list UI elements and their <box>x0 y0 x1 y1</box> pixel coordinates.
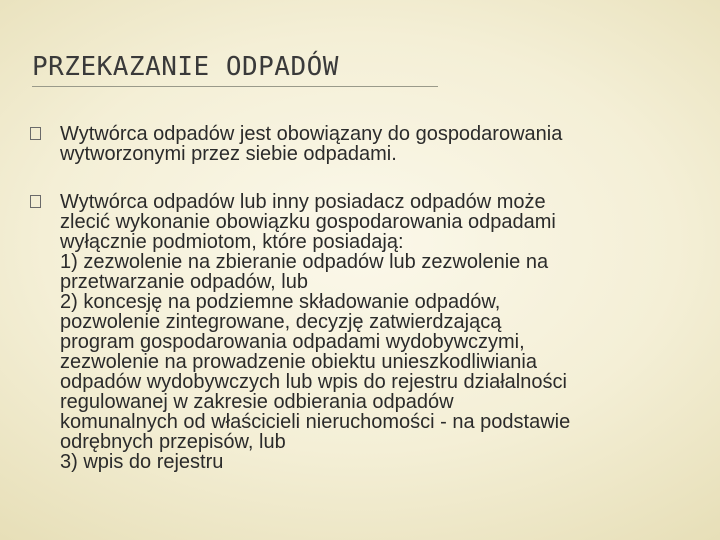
title-underline <box>32 86 438 87</box>
bullet-text-line: 1) zezwolenie na zbieranie odpadów lub zezwolenie na <box>60 251 549 273</box>
bullet-text-line: 2) koncesję na podziemne składowanie odpadów, <box>60 291 501 313</box>
bullet-icon <box>30 127 41 140</box>
bullet-text-line: regulowanej w zakresie odbierania odpadów <box>60 391 454 413</box>
bullet-text-line: wyłącznie podmiotom, które posiadają: <box>60 231 404 253</box>
bullet-text-line: Wytwórca odpadów jest obowiązany do gospodarowania <box>60 123 563 145</box>
bullet-text-line: zezwolenie na prowadzenie obiektu unieszkodliwiania <box>60 351 537 373</box>
bullet-icon <box>30 195 41 208</box>
bullet-text-line: pozwolenie zintegrowane, decyzję zatwierdzającą <box>60 311 502 333</box>
bullet-text-line: komunalnych od właścicieli nieruchomości - na podstawie <box>60 411 571 433</box>
bullet-list <box>30 124 702 472</box>
bullet-text-line: przetwarzanie odpadów, lub <box>60 271 308 293</box>
bullet-text-line: zlecić wykonanie obowiązku gospodarowania odpadami <box>60 211 556 233</box>
bullet-text-line: 3) wpis do rejestru <box>60 451 224 473</box>
bullet-text-line: wytworzonymi przez siebie odpadami. <box>60 143 397 165</box>
bullet-item <box>30 124 702 164</box>
bullet-text-line: odpadów wydobywczych lub wpis do rejestru działalności <box>60 371 567 393</box>
slide-title: PRZEKAZANIE ODPADÓW <box>32 52 339 82</box>
bullet-text-line: program gospodarowania odpadami wydobywczymi, <box>60 331 525 353</box>
bullet-item <box>30 192 702 472</box>
bullet-text-line: odrębnych przepisów, lub <box>60 431 286 453</box>
bullet-text-line: Wytwórca odpadów lub inny posiadacz odpadów może <box>60 191 546 213</box>
